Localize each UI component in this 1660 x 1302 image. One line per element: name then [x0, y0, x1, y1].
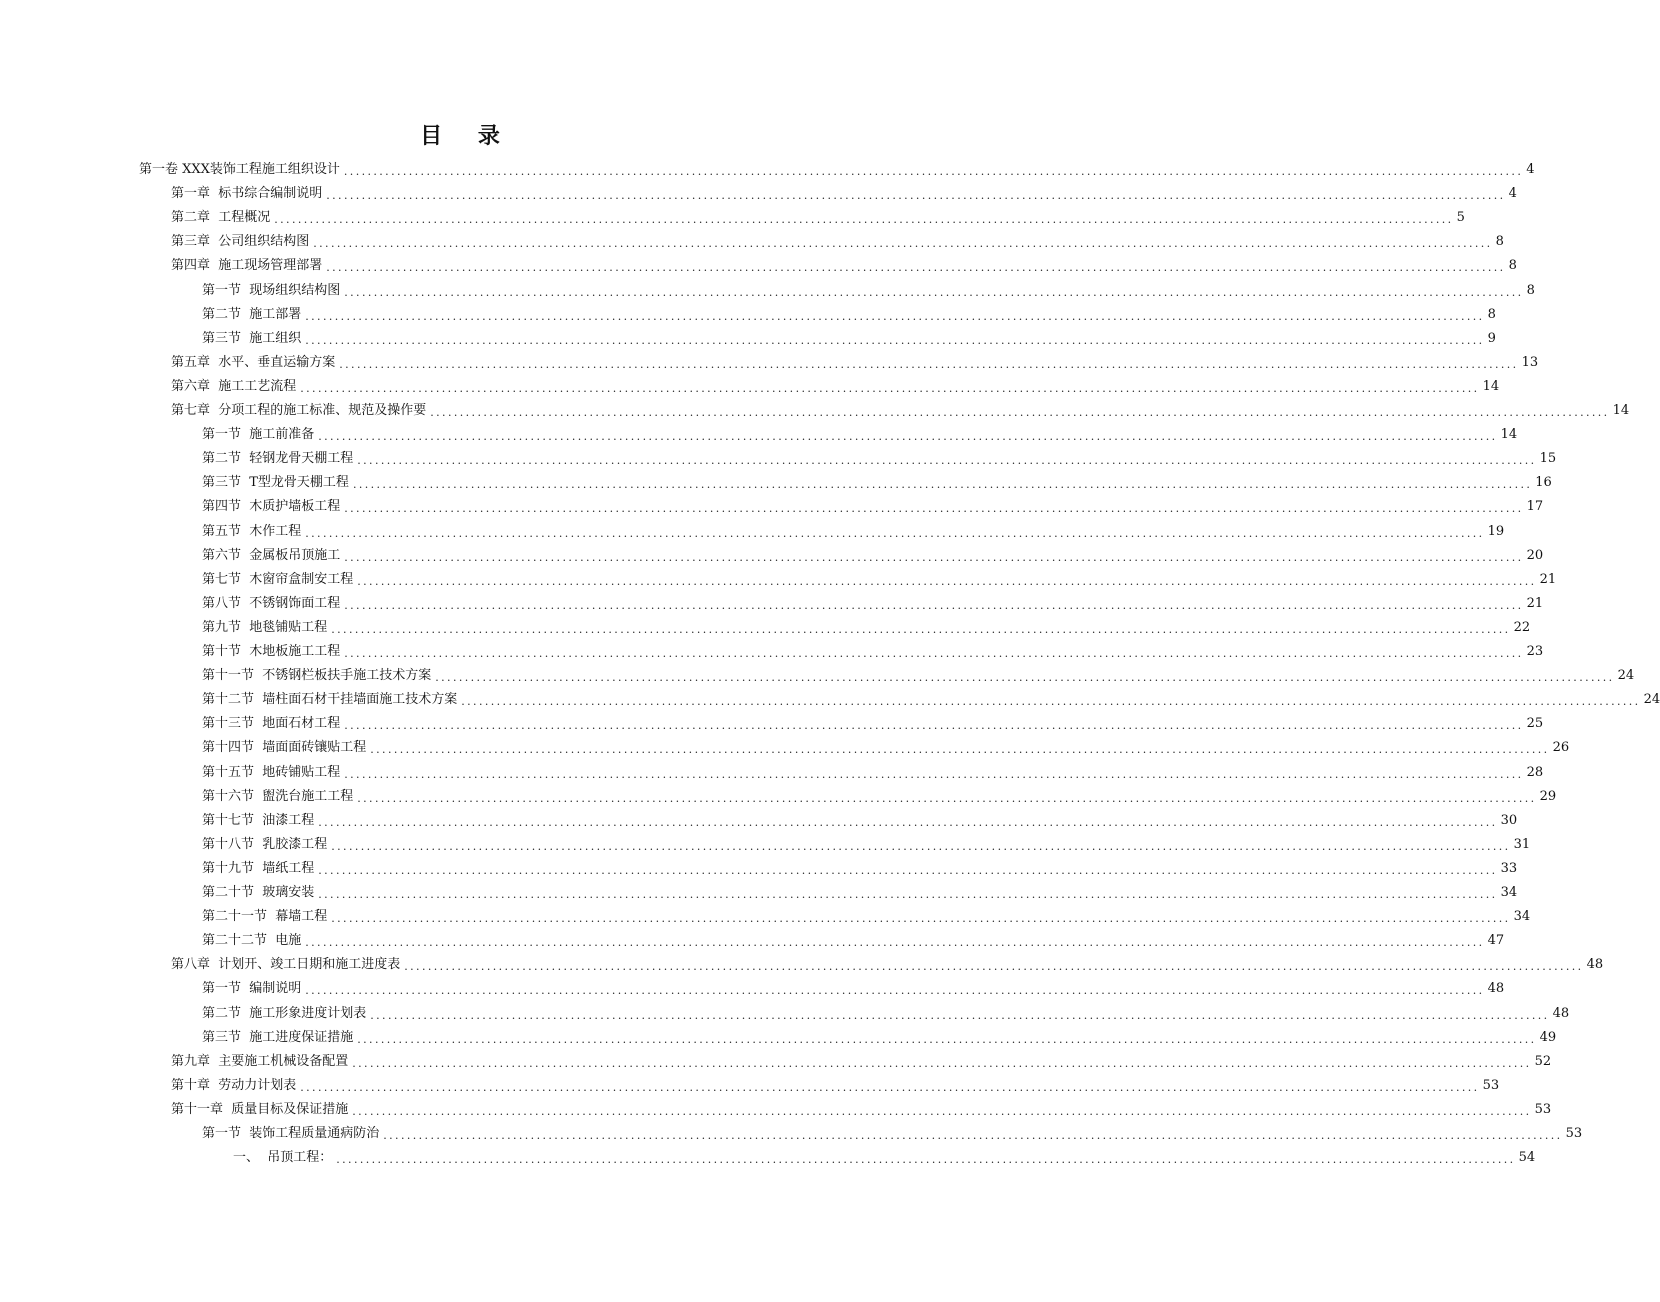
- toc-entry-page: 4: [1526, 162, 1535, 177]
- toc-entry[interactable]: [202, 763, 1544, 783]
- toc-entry-title: 第二章 工程概况: [171, 210, 271, 225]
- toc-entry-title: 第六章 施工工艺流程: [171, 379, 297, 394]
- toc-entry[interactable]: [202, 1124, 1583, 1144]
- toc-entry-title: 第十六节 盥洗台施工工程: [202, 789, 354, 804]
- toc-entry[interactable]: [171, 1076, 1500, 1096]
- toc-entry-page: 28: [1526, 765, 1544, 780]
- toc-leader-dots: ........................................................................................................................................................................................................: [305, 527, 1485, 540]
- toc-entry-page: 8: [1508, 258, 1517, 273]
- toc-entry-title: 第二十一节 幕墙工程: [202, 909, 328, 924]
- toc-entry-page: 34: [1500, 885, 1518, 900]
- toc-entry-title: 第六节 金属板吊顶施工: [202, 548, 341, 563]
- toc-leader-dots: ........................................................................................................................................................................................................: [344, 599, 1524, 612]
- toc-entry-title: 第二十节 玻璃安装: [202, 885, 315, 900]
- toc-leader-dots: ........................................................................................................................................................................................................: [305, 936, 1485, 949]
- toc-entry-page: 20: [1526, 548, 1544, 563]
- toc-entry-title: 第五节 木作工程: [202, 524, 302, 539]
- toc-entry-title: 第四节 木质护墙板工程: [202, 499, 341, 514]
- toc-entry-page: 22: [1513, 620, 1531, 635]
- toc-entry-title: 第一节 装饰工程质量通病防治: [202, 1126, 380, 1141]
- toc-entry[interactable]: [202, 690, 1660, 710]
- toc-entry-title: 第十二节 墙柱面石材干挂墙面施工技术方案: [202, 692, 458, 707]
- toc-entry-title: 第七章 分项工程的施工标准、规范及操作要: [171, 403, 427, 418]
- toc-leader-dots: ........................................................................................................................................................................................................: [300, 1081, 1480, 1094]
- toc-entry-title: 第三节 施工组织: [202, 331, 302, 346]
- toc-entry[interactable]: [171, 1052, 1552, 1072]
- toc-entry[interactable]: [202, 449, 1557, 469]
- toc-entry-page: 53: [1482, 1078, 1500, 1093]
- toc-entry-page: 34: [1513, 909, 1531, 924]
- toc-entry[interactable]: [202, 594, 1544, 614]
- toc-entry-page: 23: [1526, 644, 1544, 659]
- toc-entry[interactable]: [171, 184, 1517, 204]
- toc-entry-page: 48: [1586, 957, 1604, 972]
- toc-entry[interactable]: [202, 931, 1505, 951]
- toc-leader-dots: ........................................................................................................................................................................................................: [313, 237, 1493, 250]
- toc-leader-dots: ........................................................................................................................................................................................................: [344, 286, 1524, 299]
- toc-entry-title: 第十七节 油漆工程: [202, 813, 315, 828]
- toc-entry[interactable]: [202, 787, 1557, 807]
- toc-entry-title: 第十九节 墙纸工程: [202, 861, 315, 876]
- toc-leader-dots: ........................................................................................................................................................................................................: [344, 768, 1524, 781]
- toc-leader-dots: ........................................................................................................................................................................................................: [305, 984, 1485, 997]
- toc-entry-title: 第三节 T型龙骨天棚工程: [202, 475, 349, 490]
- toc-entry-title: 第一节 现场组织结构图: [202, 283, 341, 298]
- toc-leader-dots: ........................................................................................................................................................................................................: [305, 310, 1485, 323]
- toc-entry[interactable]: [202, 305, 1496, 325]
- toc-entry-page: 25: [1526, 716, 1544, 731]
- toc-entry-page: 9: [1487, 331, 1496, 346]
- toc-entry[interactable]: [171, 232, 1504, 252]
- toc-entry[interactable]: [202, 546, 1544, 566]
- toc-entry-title: 第一节 编制说明: [202, 981, 302, 996]
- toc-leader-dots: ........................................................................................................................................................................................................: [331, 912, 1511, 925]
- toc-entry-title: 第九节 地毯铺贴工程: [202, 620, 328, 635]
- toc-leader-dots: ........................................................................................................................................................................................................: [318, 864, 1498, 877]
- toc-entry-page: 54: [1518, 1150, 1536, 1165]
- toc-entry[interactable]: [202, 570, 1557, 590]
- toc-entry-title: 第一章 标书综合编制说明: [171, 186, 323, 201]
- toc-entry[interactable]: [202, 497, 1544, 517]
- toc-entry[interactable]: [171, 1100, 1552, 1120]
- toc-entry-title: 第七节 木窗帘盒制安工程: [202, 572, 354, 587]
- toc-entry-title: 第一卷 XXX装饰工程施工组织设计: [139, 162, 340, 177]
- toc-leader-dots: ........................................................................................................................................................................................................: [318, 816, 1498, 829]
- toc-entry-page: 21: [1526, 596, 1544, 611]
- toc-leader-dots: ........................................................................................................................................................................................................: [344, 502, 1524, 515]
- toc-entry-title: 第十三节 地面石材工程: [202, 716, 341, 731]
- toc-leader-dots: ........................................................................................................................................................................................................: [352, 478, 1533, 491]
- toc-entry-page: 16: [1535, 475, 1552, 490]
- toc-entry-title: 第一节 施工前准备: [202, 427, 315, 442]
- toc-entry[interactable]: [202, 835, 1531, 855]
- toc-entry[interactable]: [202, 1004, 1570, 1024]
- toc-entry-page: 33: [1500, 861, 1518, 876]
- toc-leader-dots: ........................................................................................................................................................................................................: [344, 551, 1524, 564]
- toc-leader-dots: ........................................................................................................................................................................................................: [331, 623, 1511, 636]
- toc-title: 目 录: [420, 123, 514, 149]
- toc-entry[interactable]: [202, 883, 1518, 903]
- toc-entry-page: 29: [1539, 789, 1557, 804]
- toc-leader-dots: ........................................................................................................................................................................................................: [339, 358, 1519, 371]
- toc-leader-dots: ........................................................................................................................................................................................................: [318, 430, 1498, 443]
- toc-leader-dots: ........................................................................................................................................................................................................: [305, 334, 1485, 347]
- toc-entry-title: 一、 吊顶工程：: [233, 1150, 333, 1165]
- toc-entry-title: 第三节 施工进度保证措施: [202, 1030, 354, 1045]
- toc-entry-title: 第二节 轻钢龙骨天棚工程: [202, 451, 354, 466]
- toc-entry[interactable]: [202, 738, 1570, 758]
- toc-entry[interactable]: [202, 811, 1518, 831]
- toc-entry[interactable]: [202, 666, 1635, 686]
- toc-entry[interactable]: [202, 281, 1535, 301]
- toc-entry-page: 14: [1500, 427, 1518, 442]
- toc-entry-title: 第八章 计划开、竣工日期和施工进度表: [171, 957, 401, 972]
- toc-leader-dots: ........................................................................................................................................................................................................: [318, 888, 1498, 901]
- toc-entry-page: 8: [1487, 307, 1496, 322]
- toc-entry[interactable]: [139, 160, 1535, 180]
- toc-entry-page: 48: [1552, 1006, 1570, 1021]
- toc-entry-page: 26: [1552, 740, 1570, 755]
- toc-entry-title: 第九章 主要施工机械设备配置: [171, 1054, 349, 1069]
- toc-entry-page: 21: [1539, 572, 1557, 587]
- toc-entry-page: 30: [1500, 813, 1518, 828]
- toc-entry-title: 第十四节 墙面面砖镶贴工程: [202, 740, 367, 755]
- toc-entry-page: 31: [1513, 837, 1531, 852]
- toc-entry-title: 第五章 水平、垂直运输方案: [171, 355, 336, 370]
- toc-entry[interactable]: [171, 256, 1517, 276]
- toc-leader-dots: ........................................................................................................................................................................................................: [404, 960, 1584, 973]
- toc-entry-title: 第十一节 不锈钢栏板扶手施工技术方案: [202, 668, 432, 683]
- toc-entry[interactable]: [202, 618, 1531, 638]
- toc-entry[interactable]: [202, 907, 1531, 927]
- toc-entry-page: 52: [1534, 1054, 1552, 1069]
- toc-entry-page: 49: [1539, 1030, 1557, 1045]
- toc-entry-page: 53: [1534, 1102, 1552, 1117]
- toc-entry-title: 第十章 劳动力计划表: [171, 1078, 297, 1093]
- toc-entry-title: 第二节 施工形象进度计划表: [202, 1006, 367, 1021]
- toc-entry[interactable]: [202, 1028, 1557, 1048]
- toc-entry-title: 第二节 施工部署: [202, 307, 302, 322]
- toc-entry[interactable]: [202, 714, 1544, 734]
- toc-entry-title: 第二十二节 电施: [202, 933, 302, 948]
- toc-leader-dots: ........................................................................................................................................................................................................: [370, 743, 1550, 756]
- toc-entry-page: 24: [1643, 692, 1660, 707]
- toc-leader-dots: ........................................................................................................................................................................................................: [370, 1009, 1550, 1022]
- toc-leader-dots: ........................................................................................................................................................................................................: [357, 575, 1537, 588]
- toc-entry-page: 19: [1487, 524, 1505, 539]
- toc-leader-dots: ........................................................................................................................................................................................................: [274, 213, 1454, 226]
- toc-entry-title: 第十一章 质量目标及保证措施: [171, 1102, 349, 1117]
- toc-entry[interactable]: [202, 979, 1505, 999]
- toc-entry-page: 13: [1521, 355, 1539, 370]
- toc-leader-dots: ........................................................................................................................................................................................................: [343, 165, 1524, 178]
- toc-entry-page: 5: [1456, 210, 1465, 225]
- toc-leader-dots: ........................................................................................................................................................................................................: [336, 1153, 1516, 1166]
- toc-leader-dots: ........................................................................................................................................................................................................: [357, 454, 1537, 467]
- toc-entry[interactable]: [202, 859, 1518, 879]
- toc-entry[interactable]: [233, 1148, 1536, 1168]
- toc-leader-dots: ........................................................................................................................................................................................................: [383, 1129, 1563, 1142]
- toc-leader-dots: ........................................................................................................................................................................................................: [344, 719, 1524, 732]
- toc-entry[interactable]: [202, 642, 1544, 662]
- toc-entry-page: 24: [1617, 668, 1635, 683]
- toc-entry[interactable]: [171, 401, 1630, 421]
- toc-entry-page: 8: [1526, 283, 1535, 298]
- toc-entry[interactable]: [202, 473, 1552, 493]
- toc-entry-title: 第十五节 地砖铺贴工程: [202, 765, 341, 780]
- toc-entry[interactable]: [171, 955, 1604, 975]
- toc-entry-title: 第十八节 乳胶漆工程: [202, 837, 328, 852]
- toc-entry[interactable]: [171, 377, 1500, 397]
- toc-leader-dots: ........................................................................................................................................................................................................: [344, 647, 1524, 660]
- toc-entry-page: 14: [1612, 403, 1630, 418]
- toc-entry-title: 第八节 不锈钢饰面工程: [202, 596, 341, 611]
- toc-entry-title: 第十节 木地板施工工程: [202, 644, 341, 659]
- toc-entry[interactable]: [171, 353, 1539, 373]
- toc-leader-dots: ........................................................................................................................................................................................................: [300, 382, 1480, 395]
- toc-entry-page: 48: [1487, 981, 1505, 996]
- toc-entry[interactable]: [202, 522, 1505, 542]
- toc-entry[interactable]: [202, 425, 1518, 445]
- toc-entry-page: 4: [1508, 186, 1517, 201]
- toc-leader-dots: ........................................................................................................................................................................................................: [430, 406, 1610, 419]
- toc-entry[interactable]: [202, 329, 1496, 349]
- toc-leader-dots: ........................................................................................................................................................................................................: [352, 1105, 1532, 1118]
- toc-leader-dots: ........................................................................................................................................................................................................: [331, 840, 1511, 853]
- toc-entry-title: 第三章 公司组织结构图: [171, 234, 310, 249]
- toc-leader-dots: ........................................................................................................................................................................................................: [357, 1033, 1537, 1046]
- toc-leader-dots: ........................................................................................................................................................................................................: [352, 1057, 1532, 1070]
- toc-leader-dots: ........................................................................................................................................................................................................: [326, 261, 1506, 274]
- toc-leader-dots: ........................................................................................................................................................................................................: [461, 695, 1641, 708]
- toc-entry-page: 47: [1487, 933, 1505, 948]
- toc-entry-title: 第四章 施工现场管理部署: [171, 258, 323, 273]
- toc-entry-page: 53: [1565, 1126, 1583, 1141]
- toc-leader-dots: ........................................................................................................................................................................................................: [326, 189, 1506, 202]
- toc-entry-page: 15: [1539, 451, 1557, 466]
- toc-leader-dots: ........................................................................................................................................................................................................: [435, 671, 1615, 684]
- toc-entry-page: 14: [1482, 379, 1500, 394]
- toc-entry-page: 8: [1495, 234, 1504, 249]
- toc-entry-page: 17: [1526, 499, 1544, 514]
- toc-leader-dots: ........................................................................................................................................................................................................: [357, 792, 1537, 805]
- toc-entry[interactable]: [171, 208, 1465, 228]
